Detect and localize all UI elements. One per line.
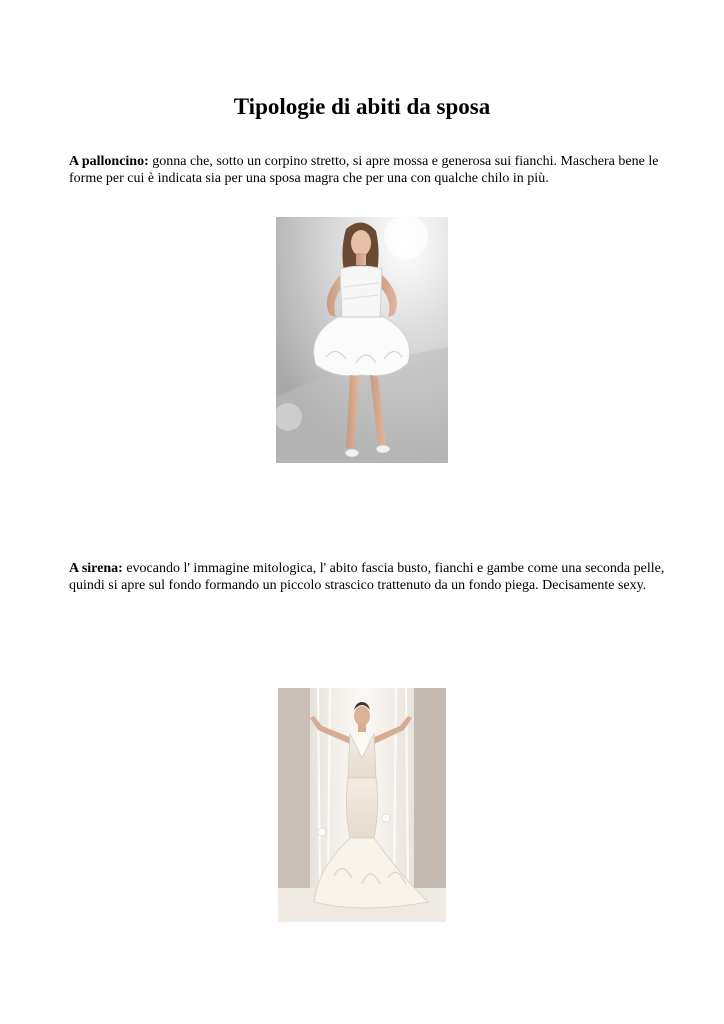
paragraph-palloncino	[69, 153, 669, 187]
photo-mermaid-dress	[278, 688, 446, 922]
page-title: Tipologie di abiti da sposa	[233, 94, 491, 119]
description-palloncino: gonna che, sotto un corpino stretto, si apre mossa e generosa sui fianchi. Maschera bene le forme per cui è indicata sia per una sposa magra che per una con qualche chilo in più.	[69, 154, 659, 186]
paragraph-sirena	[69, 560, 669, 594]
term-palloncino: A palloncino:	[69, 154, 149, 169]
description-sirena: evocando l' immagine mitologica, l' abito fascia busto, fianchi e gambe come una seconda pelle, quindi si apre sul fondo formando un piccolo strascico trattenuto da un fondo piega. Decisamente sexy.	[69, 561, 665, 593]
photo-balloon-dress	[276, 217, 448, 463]
term-sirena: A sirena:	[69, 561, 123, 576]
